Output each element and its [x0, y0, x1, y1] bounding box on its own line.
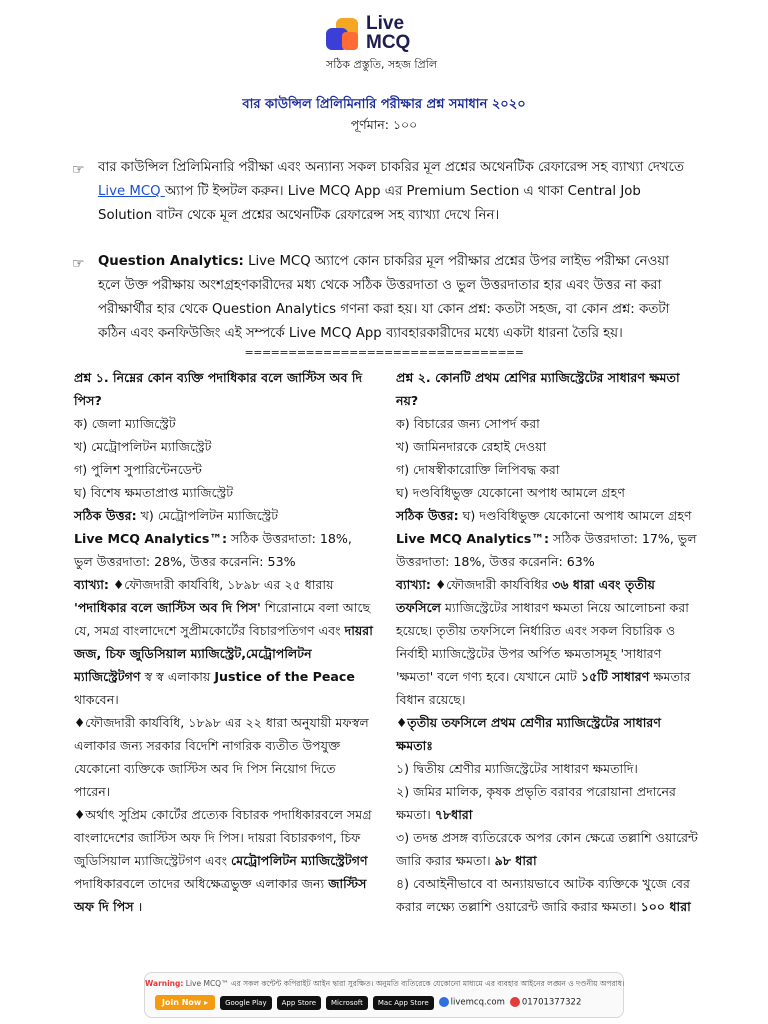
- explanation-label: ব্যাখ্যা:: [396, 577, 431, 592]
- q2-power-item: [396, 757, 702, 780]
- exp-bold: 'পদাধিকার বলে জাস্টিস অব দি পিস': [74, 600, 261, 615]
- q1-option: ক) জেলা ম্যাজিস্ট্রেট: [74, 416, 176, 431]
- exp-bold: ৩৬ ধারা এবং তৃতীয় তফসিলে: [396, 577, 655, 615]
- app-store-badge[interactable]: App Store: [277, 996, 321, 1010]
- q1-explanation-para2: ♦ফৌজদারী কার্যবিধি, ১৮৯৮ এর ২২ ধারা অনুযায়ী মফস্বল এলাকার জন্য সরকার বিদেশি নাগরিক ব্যতীত উপযুক্ত যেকোনো ব্যক্তিকে জাস্টিস অব দি পিস নিয়োগ দিতে পারেন।: [74, 715, 369, 799]
- q1-explanation-para3: [74, 803, 374, 918]
- exp-bold: দায়রা জজ, চিফ জুডিসিয়াল ম্যাজিস্ট্রেট,মেট্রোপলিটন ম্যাজিস্ট্রেটগণ: [74, 623, 373, 684]
- answer-label: সঠিক উত্তর:: [74, 508, 137, 523]
- logo-text: [366, 14, 410, 52]
- live-mcq-link[interactable]: Live MCQ: [98, 184, 165, 199]
- note1-text-a: বার কাউন্সিল প্রিলিমিনারি পরীক্ষা এবং অন্যান্য সকল চাকরির মূল প্রশ্নের অথেনটিক রেফারেন্স সহ ব্যাখ্যা দেখতে: [98, 160, 684, 175]
- microsoft-store-badge[interactable]: Microsoft: [326, 996, 368, 1010]
- footer-actions: [155, 995, 581, 1010]
- question-1: [74, 366, 374, 918]
- q1-option: ঘ) বিশেষ ক্ষমতাপ্রাপ্ত ম্যাজিস্ট্রেট: [74, 485, 234, 500]
- warning-label: Warning:: [145, 979, 184, 988]
- question-2: [396, 366, 702, 918]
- copyright-warning: [145, 979, 623, 991]
- exp-text: ম্যাজিস্ট্রেটের সাধারণ ক্ষমতা নিয়ে আলোচনা করা হয়েছে। তৃতীয় তফসিলে নির্ধারিত এবং সকল বিচারিক ও নির্বাহী ম্যাজিস্ট্রেটের উপর অর্পিত ক্ষমতাসমূহ 'সাধারণ 'ক্ষমতা' বলে গণ্য হবে। যেখানে মোট: [396, 600, 689, 684]
- exp-text: ♦ফৌজদারী কার্যবিধির: [430, 577, 553, 592]
- google-play-badge[interactable]: Google Play: [220, 996, 272, 1010]
- q2-power-item: [396, 780, 702, 826]
- exp-bold: জাস্টিস অফ দি পিস: [74, 876, 367, 914]
- answer-label: সঠিক উত্তর:: [396, 508, 459, 523]
- q2-power-item: [396, 872, 702, 918]
- exp-text: থাকবেন।: [74, 692, 119, 707]
- note1-text-b: অ্যাপ টি ইন্সটল করুন। Live MCQ App এর Premium Section এ থাকা Central Job Solution বাটন থেকে মূল প্রশ্নের অথেনটিক রেফারেন্স সহ ব্যাখ্যা দেখে নিন।: [98, 184, 641, 223]
- phone-text: 01701377322: [521, 997, 582, 1008]
- logo-tagline: সঠিক প্রস্তুতি, সহজ প্রিলি: [326, 58, 438, 71]
- phone-icon: [510, 997, 520, 1007]
- exp-bold: মেট্রোপলিটন ম্যাজিস্ট্রেটগণ: [231, 853, 368, 868]
- exp-text: পদাধিকারবলে তাদের অধিক্ষেত্রভুক্ত এলাকার জন্য: [74, 876, 329, 891]
- analytics-values: সঠিক উত্তরদাতা: 18%, ভুল উত্তরদাতা: 28%, উত্তর করেননি: 53%: [74, 531, 352, 569]
- warning-text: Live MCQ™ এর সকল কন্টেন্ট কপিরাইট আইন দ্বারা সুরক্ষিত। অনুমতি ব্যতিরেকে যেকোনো মাধ্যমে এর ব্যবহার আইনের লঙ্ঘন ও দণ্ডনীয় অপরাধ।: [183, 979, 625, 988]
- q2-sub-heading: ♦তৃতীয় তফসিলে প্রথম শ্রেণীর ম্যাজিস্ট্রেটের সাধারণ ক্ষমতাঃ: [396, 715, 661, 753]
- q2-question: প্রশ্ন ২. কোনটি প্রথম শ্রেণির ম্যাজিস্ট্রেটের সাধারণ ক্ষমতা নয়?: [396, 370, 680, 408]
- separator: ================================: [244, 346, 524, 359]
- q2-power-item: [396, 826, 702, 872]
- item-section: ৯৮ ধারা: [494, 853, 537, 868]
- exp-bold: Justice of the Peace: [214, 669, 355, 684]
- logo-line2: MCQ: [366, 32, 411, 53]
- q1-question: প্রশ্ন ১. নিম্নের কোন ব্যক্তি পদাধিকার বলে জাস্টিস অব দি পিস?: [74, 370, 363, 408]
- q1-answer: [74, 504, 374, 527]
- pointing-hand-icon: ☞: [72, 256, 85, 272]
- item-text: ২) জমির মালিক, কৃষক প্রভৃতি বরাবর পরোয়ানা প্রদানের ক্ষমতা।: [396, 784, 676, 822]
- logo-icon: [326, 18, 360, 52]
- q1-option: খ) মেট্রোপলিটন ম্যাজিস্ট্রেট: [74, 439, 212, 454]
- q1-option: গ) পুলিশ সুপারিন্টেনডেন্ট: [74, 462, 202, 477]
- analytics-note: [72, 250, 694, 346]
- item-section: ৭৮ধারা: [434, 807, 473, 822]
- item-text: ৩) তদন্ত প্রসঙ্গ ব্যতিরেকে অপর কোন ক্ষেত্রে তল্লাশি ওয়ারেন্ট জারি করার ক্ষমতা।: [396, 830, 698, 868]
- item-text: ১) দ্বিতীয় শ্রেণীর ম্যাজিস্ট্রেটের সাধারণ ক্ষমতাদি।: [396, 761, 638, 776]
- q2-explanation: [396, 573, 702, 711]
- analytics-values: সঠিক উত্তরদাতা: 17%, ভুল উত্তরদাতা: 18%, উত্তর করেননি: 63%: [396, 531, 697, 569]
- q1-explanation: [74, 573, 374, 711]
- analytics-text: Live MCQ অ্যাপে কোন চাকরির মূল পরীক্ষার প্রশ্নের উপর লাইভ পরীক্ষা নেওয়া হলে উক্ত পরীক্ষায় অংশগ্রহণকারীদের মধ্য থেকে সঠিক উত্তরদাতা ও ভুল উত্তরদাতার হার এবং উত্তর না করা পরীক্ষার্থীর হার থেকে Question Analytics গণনা করা হয়। যা কোন প্রশ্ন: কতটা সহজ, বা কোন প্রশ্ন: কতটা কঠিন এবং কনফিউজিং এই সম্পর্কে Live MCQ App ব্যাবহারকারীদের মধ্যে একটা ধারনা তৈরি হয়।: [98, 254, 670, 341]
- exp-text: শিরোনামে বলা আছে যে, সমগ্র বাংলাদেশে সুপ্রীমকোর্টের বিচারপতিগণ এবং: [74, 600, 371, 638]
- q2-option: ঘ) দণ্ডবিধিভুক্ত যেকোনো অপাধ আমলে গ্রহণ: [396, 485, 625, 500]
- explanation-label: ব্যাখ্যা:: [74, 577, 109, 592]
- website-link[interactable]: [439, 997, 505, 1008]
- live-mcq-logo: [326, 14, 456, 74]
- full-marks: পূর্ণমান: ১০০: [350, 117, 418, 132]
- globe-icon: [439, 997, 449, 1007]
- answer-text: ঘ) দণ্ডবিধিভুক্ত যেকোনো অপাধ আমলে গ্রহণ: [458, 508, 692, 523]
- q2-analytics: [396, 527, 702, 573]
- join-now-button[interactable]: Join Now ▸: [155, 995, 215, 1010]
- analytics-label: Live MCQ Analytics™:: [74, 531, 228, 546]
- exp-bold: ১৫টি সাধারণ: [580, 669, 650, 684]
- q2-option: খ) জামিনদারকে রেহাই দেওয়া: [396, 439, 547, 454]
- q2-answer: [396, 504, 702, 527]
- install-note: [72, 156, 694, 228]
- exp-text: ♦ফৌজদারী কার্যবিধি, ১৮৯৮ এর ২৫ ধারায়: [108, 577, 334, 592]
- q1-analytics: [74, 527, 374, 573]
- q2-option: গ) দোষস্বীকারোক্তি লিপিবদ্ধ করা: [396, 462, 560, 477]
- answer-text: খ) মেট্রোপলিটন ম্যাজিস্ট্রেট: [136, 508, 279, 523]
- mac-app-store-badge[interactable]: Mac App Store: [373, 996, 434, 1010]
- page-title: বার কাউন্সিল প্রিলিমিনারি পরীক্ষার প্রশ্ন সমাধান ২০২০: [242, 97, 526, 112]
- phone-contact[interactable]: [510, 997, 582, 1008]
- exp-text: স্ব স্ব এলাকায়: [140, 669, 215, 684]
- exp-text: ।: [133, 899, 143, 914]
- exp-text: ♦অর্থাৎ সুপ্রিম কোর্টের প্রত্যেক বিচারক পদাধিকারবলে সমগ্র বাংলাদেশের জাস্টিস অফ দি পিস। দায়রা বিচারকগণ, চিফ জুডিসিয়াল ম্যাজিস্ট্রেটগণ এবং: [74, 807, 372, 868]
- analytics-label: Question Analytics:: [98, 254, 244, 269]
- q2-option: ক) বিচারের জন্য সোপর্দ করা: [396, 416, 540, 431]
- exp-text: ক্ষমতার বিধান রয়েছে।: [396, 669, 691, 707]
- footer-banner: [144, 972, 624, 1018]
- website-text: livemcq.com: [450, 997, 505, 1008]
- logo-line1: Live: [366, 13, 405, 34]
- item-section: ১০০ ধারা: [640, 899, 691, 914]
- analytics-label: Live MCQ Analytics™:: [396, 531, 550, 546]
- pointing-hand-icon: ☞: [72, 162, 85, 178]
- item-text: ৪) বেআইনীভাবে বা অন্যায়ভাবে আটক ব্যক্তিকে খুজে বের করার লক্ষ্যে তল্লাশি ওয়ারেন্ট জারি করার ক্ষমতা।: [396, 876, 690, 914]
